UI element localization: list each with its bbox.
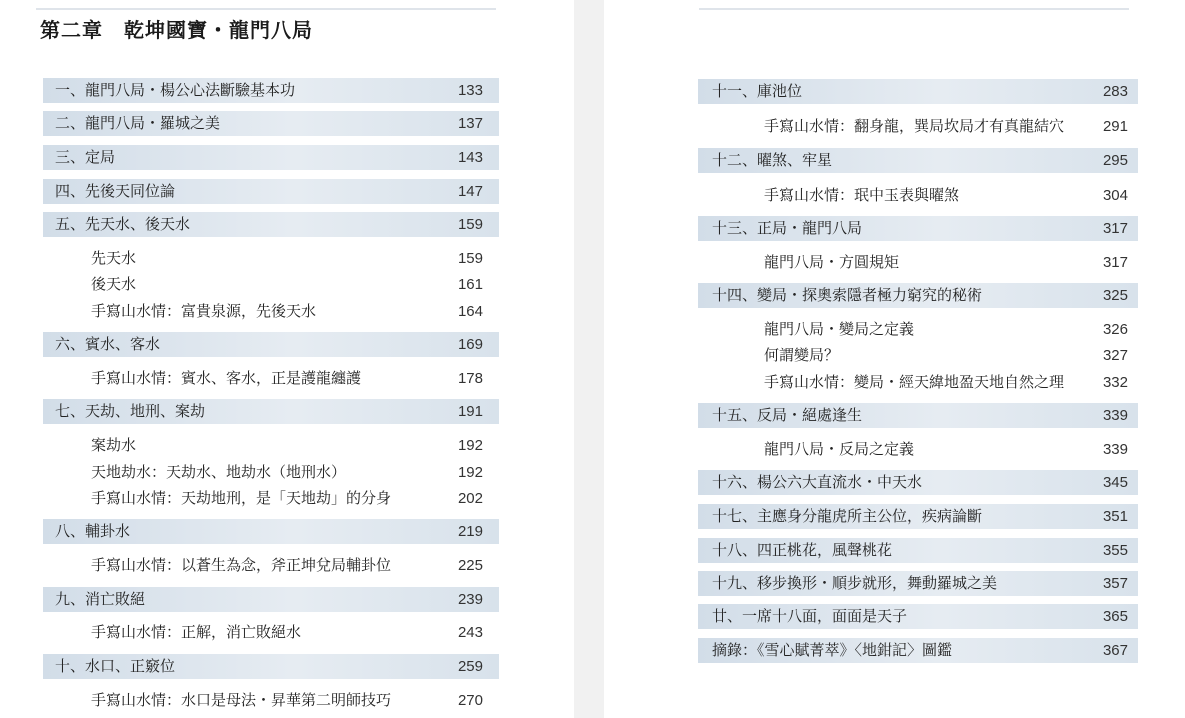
toc-entry-label: 十七、主應身分龍虎所主公位，疾病論斷 [712,507,983,525]
toc-page-number: 332 [1102,374,1128,391]
toc-entry-label: 九、消亡敗絕 [55,590,146,608]
toc-entry-label: 十六、楊公六大直流水・中天水 [712,473,923,491]
toc-section-row [43,78,499,103]
toc-section-row [698,216,1138,241]
toc-page-number: 283 [1102,83,1128,100]
toc-subentry-row [43,460,499,485]
toc-page-number: 291 [1102,118,1128,135]
toc-subentry-row [698,370,1138,395]
toc-subentry-row [698,183,1138,208]
toc-entry-label: 手寫山水情：以蒼生為念，斧正坤兌局輔卦位 [91,556,392,574]
toc-section-row [698,283,1138,308]
toc-page-number: 225 [457,557,483,574]
toc-section-row [43,399,499,424]
toc-section-row [43,145,499,170]
toc-entry-label: 十五、反局・絕處逢生 [712,406,863,424]
toc-section-row [698,470,1138,495]
toc-section-row [43,519,499,544]
toc-page-number: 339 [1102,407,1128,424]
toc-entry-label: 七、天劫、地刑、案劫 [55,402,206,420]
toc-subentry-row [43,433,499,458]
toc-entry-label: 六、賓水、客水 [55,335,161,353]
toc-entry-label: 手寫山水情：正解，消亡敗絕水 [91,623,302,641]
toc-page-number: 219 [457,523,483,540]
toc-page-number: 164 [457,303,483,320]
toc-section-row [698,638,1138,663]
toc-page-number: 365 [1102,608,1128,625]
toc-entry-label: 手寫山水情：變局・經天緯地盈天地自然之理 [764,373,1065,391]
toc-section-row [698,79,1138,104]
toc-section-row [43,332,499,357]
toc-entry-label: 何謂變局？ [764,346,840,364]
right-toc-list [604,0,1185,718]
toc-page-number: 355 [1102,542,1128,559]
toc-entry-label: 摘錄：《雪心賦菁萃》〈地鉗記〉圖鑑 [712,641,953,659]
toc-subentry-row [698,437,1138,462]
toc-subentry-row [43,688,499,713]
toc-entry-label: 手寫山水情：水口是母法・昇華第二明師技巧 [91,691,392,709]
toc-section-row [43,654,499,679]
toc-entry-label: 一、龍門八局・楊公心法斷驗基本功 [55,81,296,99]
toc-page-number: 137 [457,115,483,132]
toc-entry-label: 先天水 [91,249,137,267]
toc-page-number: 327 [1102,347,1128,364]
toc-entry-label: 二、龍門八局・羅城之美 [55,114,221,132]
toc-entry-label: 十、水口、正竅位 [55,657,176,675]
toc-section-row [43,179,499,204]
toc-entry-label: 四、先後天同位論 [55,182,176,200]
toc-entry-label: 廿、一席十八面，面面是天子 [712,607,908,625]
toc-page-number: 317 [1102,220,1128,237]
toc-section-row [43,587,499,612]
toc-entry-label: 十三、正局・龍門八局 [712,219,863,237]
toc-page-number: 147 [457,183,483,200]
toc-subentry-row [43,299,499,324]
toc-page-number: 295 [1102,152,1128,169]
toc-page-number: 304 [1102,187,1128,204]
chapter-title: 第二章 乾坤國寶・龍門八局 [40,18,313,42]
toc-page-number: 143 [457,149,483,166]
toc-section-row [698,148,1138,173]
toc-subentry-row [43,272,499,297]
toc-subentry-row [43,246,499,271]
toc-page-number: 345 [1102,474,1128,491]
toc-subentry-row [698,250,1138,275]
toc-entry-label: 龍門八局・變局之定義 [764,320,915,338]
toc-page-number: 133 [457,82,483,99]
toc-page-number: 351 [1102,508,1128,525]
toc-entry-label: 十九、移步換形・順步就形，舞動羅城之美 [712,574,998,592]
toc-subentry-row [698,114,1138,139]
left-page [0,0,574,718]
toc-entry-label: 八、輔卦水 [55,522,131,540]
toc-entry-label: 手寫山水情：富貴泉源，先後天水 [91,302,317,320]
toc-page-number: 239 [457,591,483,608]
toc-section-row [43,212,499,237]
toc-page-number: 202 [457,490,483,507]
toc-subentry-row [698,317,1138,342]
left-toc-list [0,0,574,718]
toc-page-number: 317 [1102,254,1128,271]
toc-page-number: 357 [1102,575,1128,592]
toc-entry-label: 手寫山水情：珉中玉表與曜煞 [764,186,960,204]
toc-entry-label: 十八、四正桃花，風聲桃花 [712,541,893,559]
toc-page-number: 259 [457,658,483,675]
toc-subentry-row [43,620,499,645]
toc-page-number: 159 [457,250,483,267]
toc-subentry-row [43,366,499,391]
toc-page-number: 161 [457,276,483,293]
toc-page-number: 326 [1102,321,1128,338]
toc-entry-label: 手寫山水情：賓水、客水，正是護龍纏護 [91,369,362,387]
right-page [604,0,1185,718]
toc-subentry-row [698,343,1138,368]
toc-page-number: 159 [457,216,483,233]
toc-section-row [698,403,1138,428]
toc-entry-label: 龍門八局・方圓規矩 [764,253,900,271]
toc-section-row [43,111,499,136]
toc-entry-label: 三、定局 [55,148,116,166]
toc-entry-label: 龍門八局・反局之定義 [764,440,915,458]
toc-page-number: 243 [457,624,483,641]
toc-entry-label: 手寫山水情：翻身龍，巽局坎局才有真龍結穴 [764,117,1065,135]
toc-entry-label: 十四、變局・探奧索隱者極力窮究的秘術 [712,286,983,304]
toc-page-number: 178 [457,370,483,387]
toc-section-row [698,604,1138,629]
toc-entry-label: 十二、曜煞、牢星 [712,151,833,169]
toc-page-number: 192 [457,437,483,454]
toc-section-row [698,538,1138,563]
toc-subentry-row [43,486,499,511]
toc-section-row [698,571,1138,596]
toc-entry-label: 手寫山水情：天劫地刑，是「天地劫」的分身 [91,489,392,507]
toc-page-number: 339 [1102,441,1128,458]
toc-entry-label: 後天水 [91,275,137,293]
toc-page-number: 367 [1102,642,1128,659]
toc-page-number: 192 [457,464,483,481]
toc-entry-label: 案劫水 [91,436,137,454]
toc-entry-label: 天地劫水：天劫水、地劫水（地刑水） [91,463,347,481]
toc-entry-label: 五、先天水、後天水 [55,215,191,233]
toc-page-number: 169 [457,336,483,353]
toc-page-number: 270 [457,692,483,709]
toc-section-row [698,504,1138,529]
toc-entry-label: 十一、庫池位 [712,82,803,100]
toc-subentry-row [43,553,499,578]
toc-page-number: 325 [1102,287,1128,304]
toc-page-number: 191 [457,403,483,420]
